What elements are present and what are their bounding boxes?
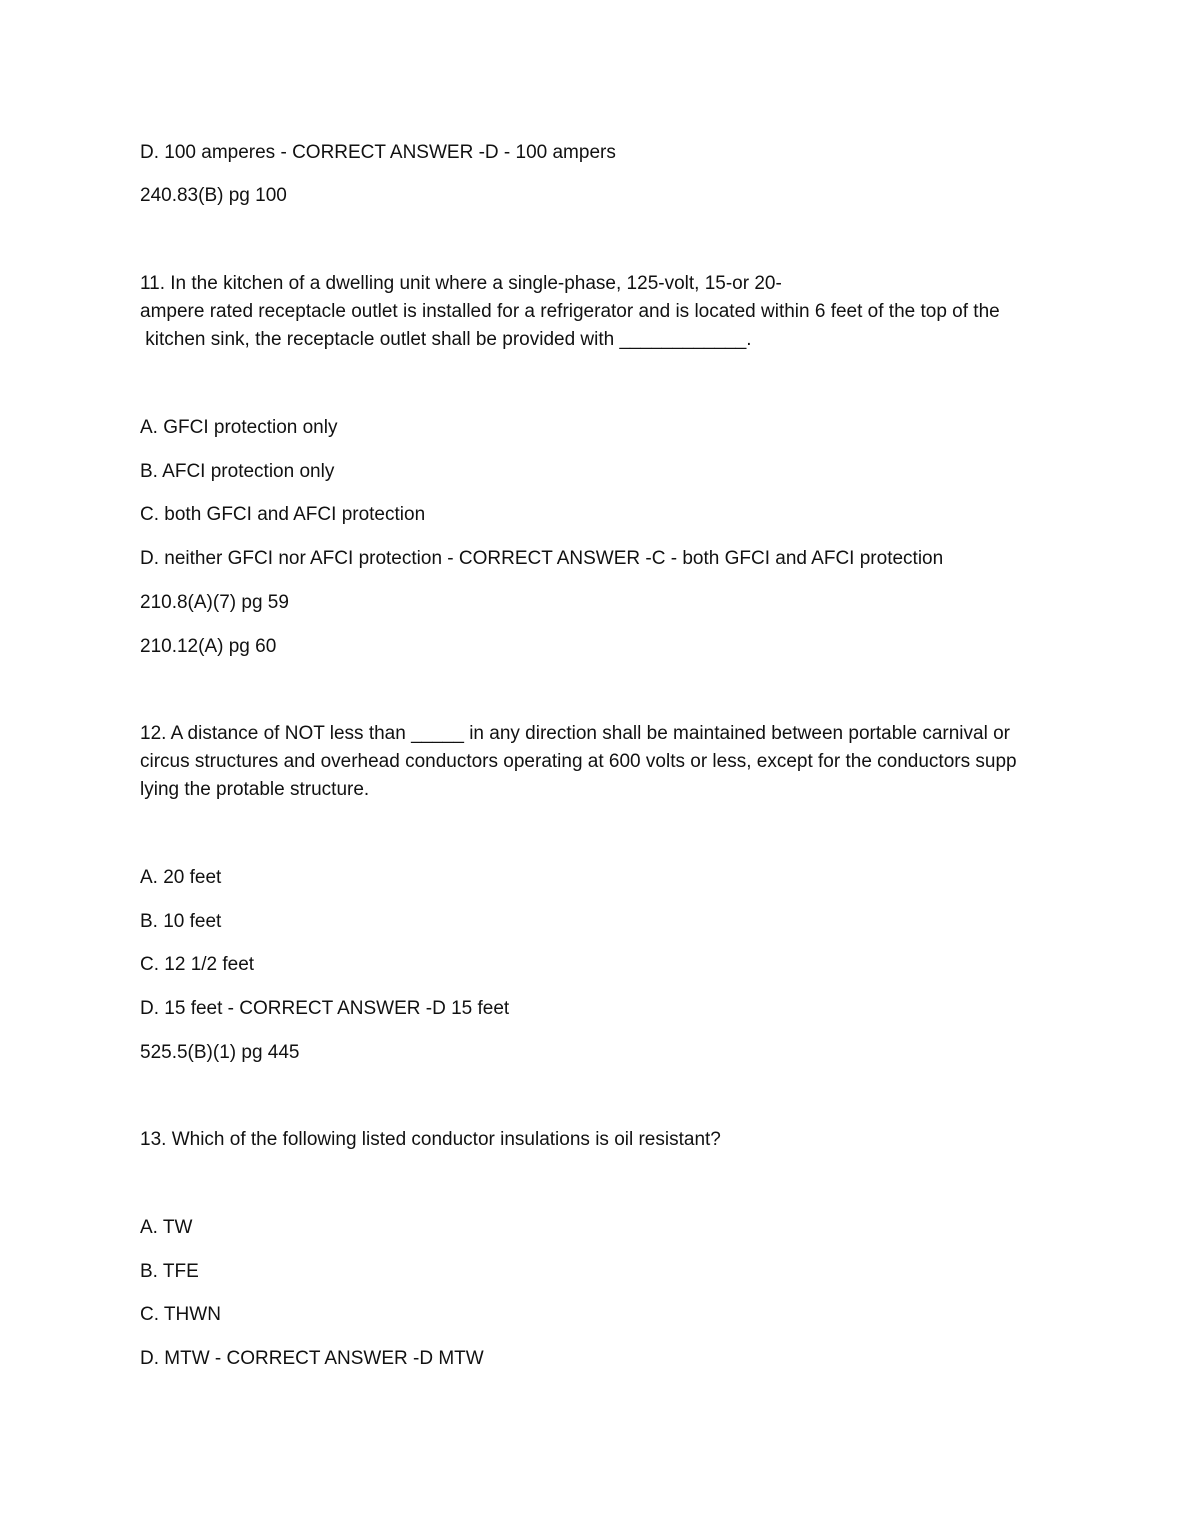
reference-line: 240.83(B) pg 100 xyxy=(140,185,287,206)
option-a: A. GFCI protection only xyxy=(140,417,338,438)
question-12-line-2: circus structures and overhead conductors operating at 600 volts or less, except for the conductors supp xyxy=(140,751,1017,772)
reference-line: 210.8(A)(7) pg 59 xyxy=(140,592,289,613)
option-c: C. THWN xyxy=(140,1304,221,1325)
question-11-line-3: kitchen sink, the receptacle outlet shall be provided with ____________. xyxy=(140,329,752,350)
option-a: A. 20 feet xyxy=(140,867,222,888)
question-11-line-2: ampere rated receptacle outlet is installed for a refrigerator and is located within 6 feet of the top of the xyxy=(140,301,1000,322)
question-12-line-3: lying the protable structure. xyxy=(140,779,370,800)
option-b: B. AFCI protection only xyxy=(140,461,335,482)
option-d-answer: D. 15 feet - CORRECT ANSWER -D 15 feet xyxy=(140,998,510,1019)
question-11-line-1: 11. In the kitchen of a dwelling unit where a single-phase, 125-volt, 15-or 20- xyxy=(140,273,782,294)
answer-line: D. 100 amperes - CORRECT ANSWER -D - 100 ampers xyxy=(140,142,616,163)
question-13-line-1: 13. Which of the following listed conductor insulations is oil resistant? xyxy=(140,1129,721,1150)
option-b: B. 10 feet xyxy=(140,911,222,932)
option-c: C. 12 1/2 feet xyxy=(140,954,255,975)
option-b: B. TFE xyxy=(140,1261,199,1282)
option-d-answer: D. MTW - CORRECT ANSWER -D MTW xyxy=(140,1348,484,1369)
question-12-line-1: 12. A distance of NOT less than _____ in any direction shall be maintained between portable carnival or xyxy=(140,723,1010,744)
option-a: A. TW xyxy=(140,1217,193,1238)
option-d-answer: D. neither GFCI nor AFCI protection - CORRECT ANSWER -C - both GFCI and AFCI protection xyxy=(140,548,944,569)
option-c: C. both GFCI and AFCI protection xyxy=(140,504,426,525)
reference-line: 210.12(A) pg 60 xyxy=(140,636,277,657)
reference-line: 525.5(B)(1) pg 445 xyxy=(140,1042,300,1063)
